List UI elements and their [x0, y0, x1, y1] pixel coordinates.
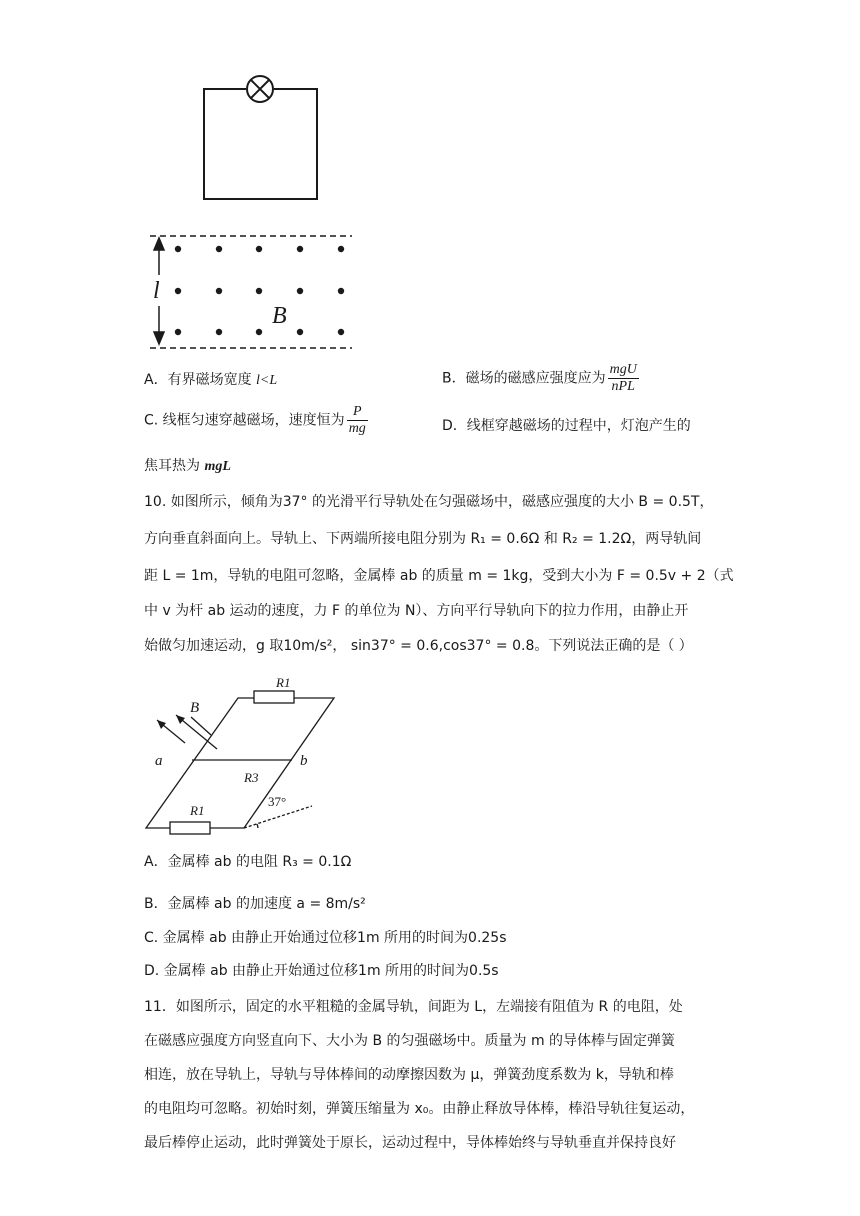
label-b: b: [300, 753, 308, 769]
inclined-rails-figure: [140, 665, 340, 845]
q9-option-d: D．线框穿越磁场的过程中，灯泡产生的: [442, 418, 691, 434]
incline-reference: [244, 806, 312, 828]
q11-line-4: 的电阻均可忽略。初始时刻，弹簧压缩量为 x₀。由静止释放导体棒，棒沿导轨往复运动，: [144, 1101, 695, 1117]
field-dots: [175, 246, 344, 335]
q10-option-a: A．金属棒 ab 的电阻 R₃ = 0.1Ω: [144, 854, 352, 870]
q9-option-c: [144, 404, 370, 437]
q10-line-4: 中 v 为杆 ab 运动的速度，力 F 的单位为 N）、方向平行导轨向下的拉力作用，由静止开: [144, 603, 689, 619]
width-label: l: [153, 278, 160, 304]
q11-line-2: 在磁感应强度方向竖直向下、大小为 B 的匀强磁场中。质量为 m 的导体棒与固定弹簧: [144, 1033, 676, 1049]
q11-line-1: 11．如图所示，固定的水平粗糙的金属导轨，间距为 L，左端接有阻值为 R 的电阻，处: [144, 999, 683, 1015]
label-b-field: B: [190, 700, 200, 716]
loop-and-field-figure: [140, 70, 370, 360]
q11-line-5: 最后棒停止运动，此时弹簧处于原长，运动过程中，导体棒始终与导轨垂直并保持良好: [144, 1135, 676, 1151]
q9-option-a: [144, 370, 277, 391]
q10-line-3: 距 L = 1m，导轨的电阻可忽略，金属棒 ab 的质量 m = 1kg，受到大小为 F = 0.5v + 2（式: [144, 568, 734, 584]
field-label: B: [272, 303, 287, 329]
q9-option-a-expr: l<L: [256, 373, 278, 388]
resistor-r1-top: [254, 691, 294, 703]
q10-option-d: D. 金属棒 ab 由静止开始通过位移1m 所用的时间为0.5s: [144, 963, 499, 979]
q10-line-5: 始做匀加速运动，g 取10m/s²， sin37° = 0.6,cos37° = 0.8。下列说法正确的是（ ）: [144, 638, 693, 654]
q10-line-2: 方向垂直斜面向上。导轨上、下两端所接电阻分别为 R₁ = 0.6Ω 和 R₂ = 1.2Ω，两导轨间: [144, 531, 702, 547]
label-r1-bottom: R1: [190, 803, 205, 818]
lamp-loop: [204, 76, 317, 199]
q9-option-b: [442, 362, 641, 395]
q9-option-c-fraction: $\frac{P}{mg}$: [348, 404, 366, 436]
q9-option-a-text: A．有界磁场宽度: [144, 372, 257, 388]
q10-option-c: C. 金属棒 ab 由静止开始通过位移1m 所用的时间为0.25s: [144, 930, 507, 946]
q9-option-c-text: C. 线框匀速穿越磁场，速度恒为: [144, 412, 345, 429]
q10-option-b: B．金属棒 ab 的加速度 a = 8m/s²: [144, 896, 366, 912]
q9-option-b-text: B．磁场的磁感应强度应为: [442, 370, 606, 387]
q9-option-d-continued: 焦耳热为 mgL: [144, 458, 231, 474]
angle-arc: [257, 824, 258, 828]
label-angle: 37°: [268, 794, 287, 809]
label-a: a: [155, 753, 163, 769]
label-r3: R3: [244, 770, 259, 785]
q9-option-b-fraction: $\frac{\text{mgU}}{\text{nPL}}$: [609, 362, 637, 394]
q10-line-1: 10. 如图所示，倾角为37° 的光滑平行导轨处在匀强磁场中，磁感应强度的大小 B = 0.5T，: [144, 494, 714, 510]
resistor-r1-bottom: [170, 822, 210, 834]
label-r1-top: R1: [276, 675, 291, 690]
q11-line-3: 相连，放在导轨上，导轨与导体棒间的动摩擦因数为 μ，弹簧劲度系数为 k，导轨和棒: [144, 1067, 674, 1083]
